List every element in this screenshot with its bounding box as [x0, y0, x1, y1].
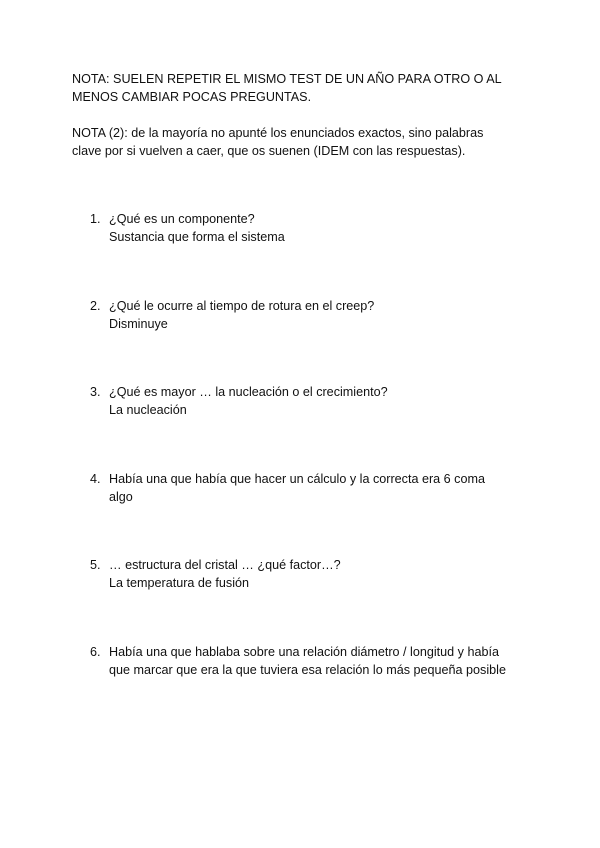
question-text: ¿Qué le ocurre al tiempo de rotura en el creep? — [109, 299, 375, 313]
question-number: 4. — [90, 472, 101, 486]
question-number: 3. — [90, 385, 101, 399]
question-answer: Sustancia que forma el sistema — [109, 230, 285, 244]
question-text: Había una que hablaba sobre una relación diámetro / longitud y había que marcar que era la que tuviera esa relación lo más pequeña posible — [109, 645, 506, 677]
question-text: ¿Qué es un componente? — [109, 212, 255, 226]
question-text: Había una que había que hacer un cálculo y la correcta era 6 coma algo — [109, 472, 485, 504]
question-number: 6. — [90, 645, 101, 659]
question-item — [90, 383, 530, 419]
question-item — [90, 297, 530, 333]
question-text: … estructura del cristal … ¿qué factor…? — [109, 558, 341, 572]
question-number: 2. — [90, 299, 101, 313]
question-number: 1. — [90, 212, 101, 226]
question-text: ¿Qué es mayor … la nucleación o el crecimiento? — [109, 385, 388, 399]
note-keywords: NOTA (2): de la mayoría no apunté los enunciados exactos, sino palabras clave por si vuelven a caer, que os suenen (IDEM con las respuestas). — [72, 126, 484, 158]
question-item — [90, 210, 530, 246]
question-number: 5. — [90, 558, 101, 572]
note-repeat-test: NOTA: SUELEN REPETIR EL MISMO TEST DE UN AÑO PARA OTRO O AL MENOS CAMBIAR POCAS PREGUNTAS. — [72, 72, 502, 104]
question-item — [90, 556, 530, 592]
question-item — [90, 470, 530, 506]
question-answer: La nucleación — [109, 403, 187, 417]
question-answer: Disminuye — [109, 317, 168, 331]
question-item — [90, 643, 530, 679]
question-answer: La temperatura de fusión — [109, 576, 250, 590]
